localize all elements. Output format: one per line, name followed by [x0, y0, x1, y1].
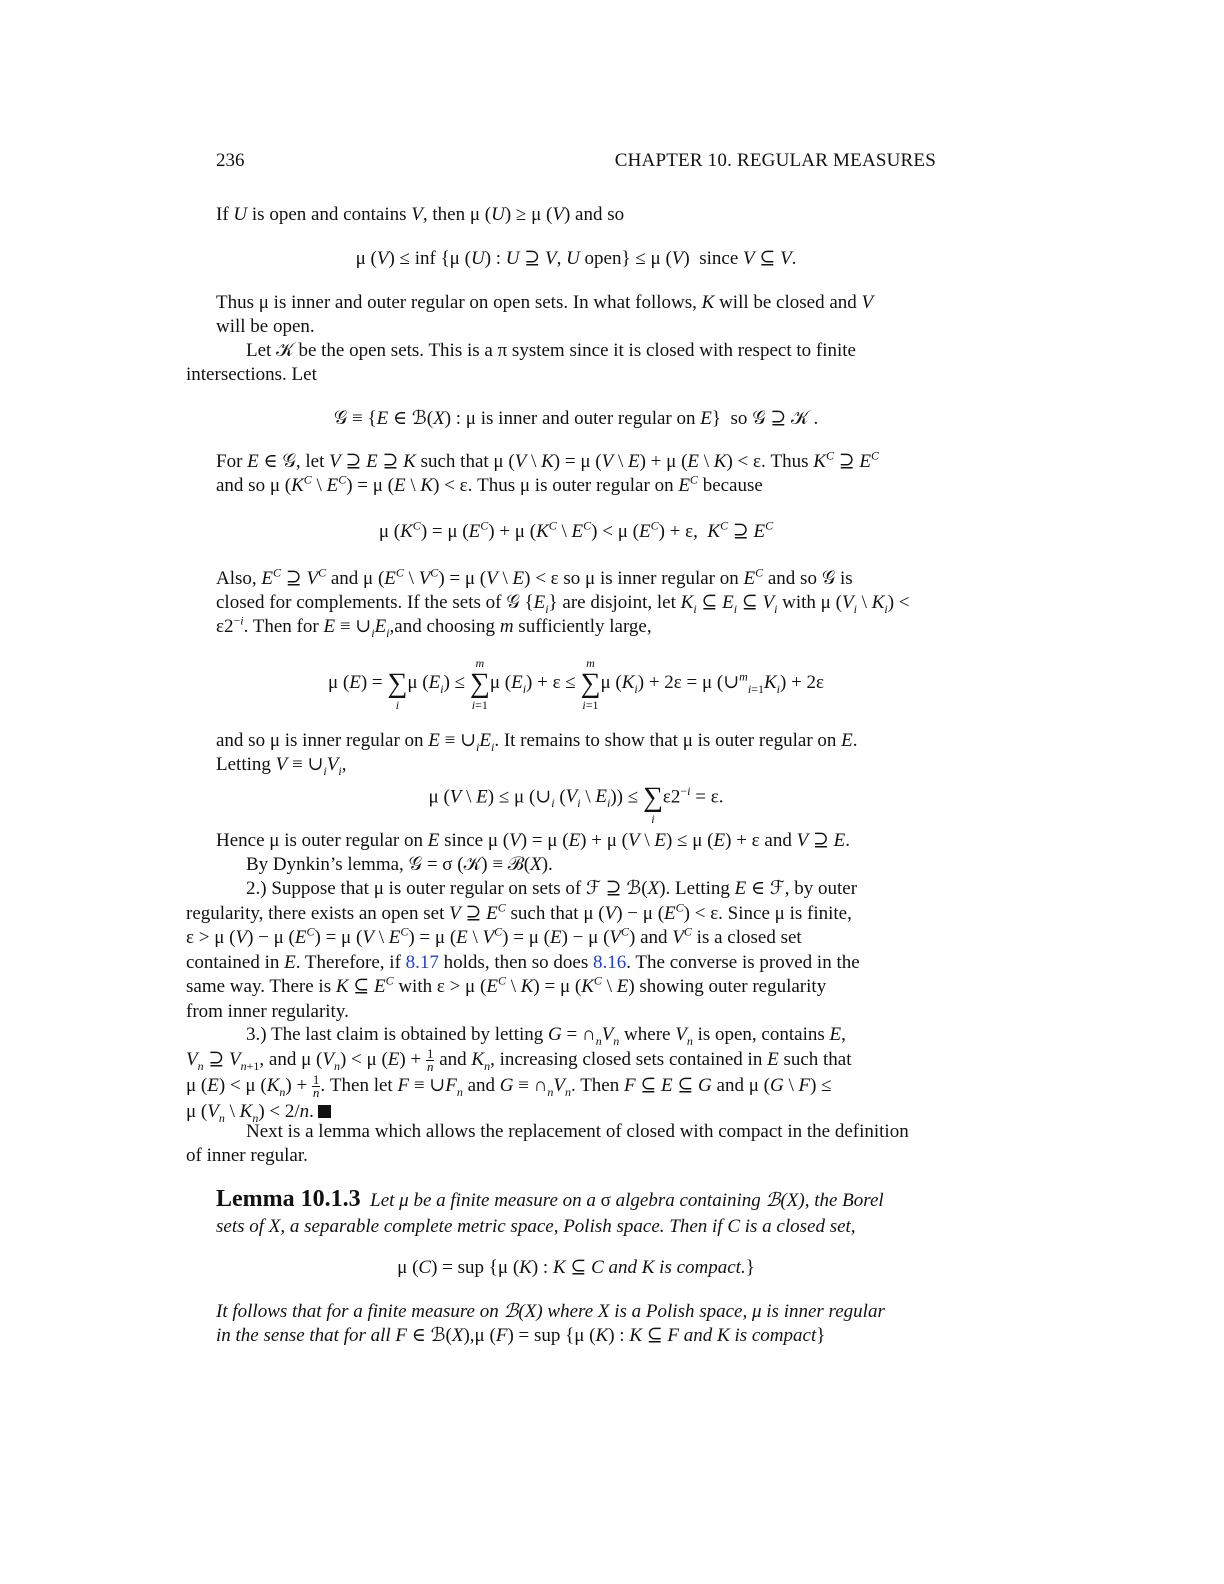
equation-g-def: 𝒢 ≡ {E ∈ ℬ(X) : μ is inner and outer regular on E} so 𝒢 ⊇ 𝒦 .: [333, 408, 819, 429]
paragraph-inner-outer: Thus μ is inner and outer regular on open sets. In what follows, K will be closed and V will be open.: [216, 292, 874, 337]
paragraph-part3: 3.) The last claim is obtained by letting $G = \cap_nV_n$ where $V_n$ is open, contains E, $V_n$ ⊇ $V_{n+1}$, and μ $(V_n) < \mu$ (E) + $\frac{1}{n}$ and $K_n$, increasing closed sets contained in E such that μ (E) < μ $(K_n)$ + $\frac{1}{n}$ . Then let $F \equiv \cup F_n$ and $G \equiv \cap_nV_n$. Then F ⊆ E ⊆ G and μ (G \ F) ≤ μ ($V_n$ \ $K_n) < 2/n$.: [186, 1024, 852, 1126]
paragraph-polish: It follows that for a finite measure on ℬ(X) where X is a Polish space, μ is inner regular in the sense that for all F ∈ ℬ(X),μ (F) = sup {μ (K) : K ⊆ F and K is compact}: [216, 1301, 885, 1346]
qed-square-icon: [318, 1105, 331, 1118]
paragraph-dynkin: By Dynkin’s lemma, 𝒢 = σ (𝒦) ≡ ℬ(X).: [246, 854, 553, 875]
paragraph-pi-system: Let 𝒦 be the open sets. This is a π system since it is closed with respect to finite intersections. Let: [186, 340, 856, 385]
page-number: 236: [216, 150, 245, 171]
equation-v-minus-e: μ (V \ E) ≤ μ ($\cup_i$ ($V_i$ \ $E_i$)) ≤ ∑ i $\varepsilon 2^{-i} = \varepsilon$.: [428, 782, 724, 826]
equation-sum: μ (E) = ∑ i μ $(E_i)$ ≤ m ∑ i=1 μ $(E_i) + \varepsilon$ ≤ m ∑ i=1 μ $(K_i) + 2\varepsilon = \mu$ $(\cup^m_{i=1}K_i) + 2\varepsilon$: [327, 655, 825, 712]
paragraph-part2: 2.) Suppose that μ is outer regular on sets of ℱ ⊇ ℬ(X). Letting E ∈ ℱ, by outer regularity, there exists an open set V ⊇ $E^C$ such that μ (V) − μ $(E^C) < \varepsilon$. Since μ is finite, ε > μ (V) − μ $(E^C) = \mu$ (V \ $E^C) = \mu$ (E \ $V^C) = \mu$ (E) − μ $(V^C)$ and $V^C$ is a closed set contained in E. Therefore, if 8.17 holds, then so does 8.16. The converse is proved in the same way. There is K ⊆ $E^C$ with ε > μ ($E^C$ \ K) = μ ($K^C$ \ E) showing outer regularity from inner regularity.: [186, 878, 860, 1022]
paragraph-letting-v: and so μ is inner regular on $E \equiv \cup_iE_i$. It remains to show that μ is outer regular on E. Letting $V \equiv \cup_iV_i$,: [216, 730, 858, 778]
paragraph-open-sets: If U is open and contains V, then μ (U) ≥ μ (V) and so: [216, 204, 625, 225]
ref-816-link[interactable]: 8.16: [593, 951, 627, 973]
lemma-statement: Lemma 10.1.3 Let μ be a finite measure on a σ algebra containing ℬ(X), the Borel sets of X, a separable complete metric space, Polish space. Then if C is a closed set,: [216, 1186, 884, 1237]
equation-sup: μ (C) = sup {μ (K) : K ⊆ C and K is compact.}: [397, 1257, 755, 1278]
paragraph-hence: Hence μ is outer regular on E since μ (V) = μ (E) + μ (V \ E) ≤ μ (E) + ε and V ⊇ E.: [216, 830, 850, 851]
paragraph-next-lemma: Next is a lemma which allows the replacement of closed with compact in the definition of inner regular.: [186, 1121, 909, 1166]
lemma-label: Lemma 10.1.3: [216, 1186, 361, 1212]
equation-kc: μ $(K^C) = \mu$ $(E^C) + \mu$ ($K^C$ \ $E^C) < \mu$ $(E^C) + \varepsilon$, $K^C$ ⊇ $E^C$: [378, 518, 774, 542]
page-header: [216, 150, 936, 174]
chapter-title: CHAPTER 10. REGULAR MEASURES: [614, 150, 936, 171]
ref-817-link[interactable]: 8.17: [405, 951, 439, 973]
paragraph-complement: For E ∈ 𝒢, let V ⊇ E ⊇ K such that μ (V \ K) = μ (V \ E) + μ (E \ K) < ε. Thus $K^C$ ⊇ $E^C$ and so μ ($K^C$ \ $E^C) = \mu$ (E \ K) < ε. Thus μ is outer regular on $E^C$ because: [216, 448, 880, 496]
equation-inf: μ (V) ≤ inf {μ (U) : U ⊇ V, U open} ≤ μ (V) since V ⊆ V.: [355, 248, 797, 269]
paragraph-disjoint: Also, $E^C$ ⊇ $V^C$ and μ ($E^C$ \ $V^C) = \mu$ (V \ E) < ε so μ is inner regular on $E^C$ and so 𝒢 is closed for complements. If the sets of 𝒢 $\{E_i\}$ are disjoint, let $K_i$ ⊆ $E_i$ ⊆ $V_i$ with μ ($V_i$ \ $K_i$) < $\varepsilon 2^{-i}$. Then for $E \equiv \cup_iE_i,and$ choosing m sufficiently large,: [216, 565, 910, 640]
